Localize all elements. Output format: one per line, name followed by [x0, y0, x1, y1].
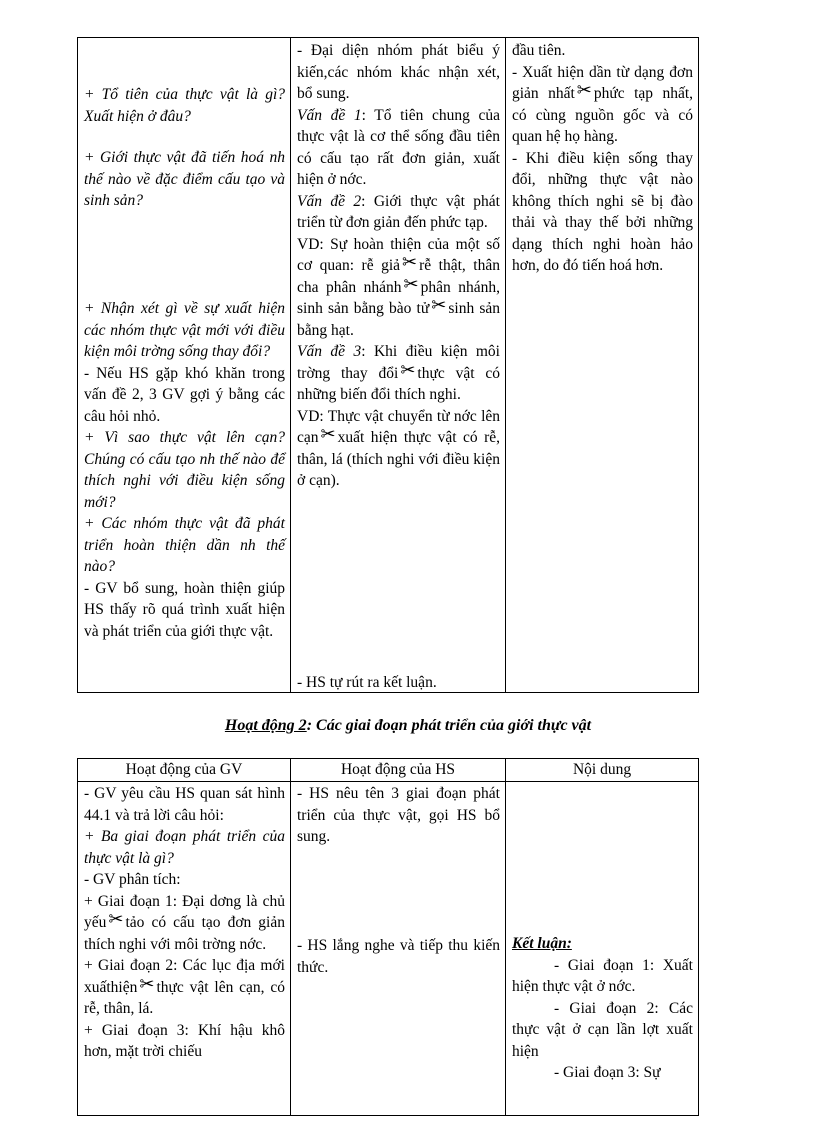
- scissors-icon: ✂: [403, 273, 419, 295]
- issue-3: Vấn đề 3: Khi điều kiện môi trờng thay đổi ✂ thực vật có những biến đổi thích nghi.: [297, 343, 500, 403]
- table-1: [77, 37, 699, 693]
- scissors-icon: ✂: [139, 973, 155, 995]
- question-groups: + Các nhóm thực vật đã phát triển hoàn thiện dần nh thế nào?: [84, 515, 285, 575]
- gv-stage-2: + Giai đoạn 2: Các lục địa mới xuấthiện ✂ thực vật lên cạn, có rễ, thân, lá.: [84, 957, 285, 1017]
- issue-2: [297, 191, 500, 234]
- question-new-groups: + Nhận xét gì về sự xuất hiện các nhóm thực vật mới với điều kiện môi trờng sống thay đổi?: [84, 300, 285, 360]
- table-2-col-gv: [78, 759, 290, 1115]
- table-1-col-gv: [78, 38, 290, 692]
- gv-request: - GV yêu cầu HS quan sát hình 44.1 và trả lời câu hỏi:: [84, 785, 285, 824]
- example-2: VD: Thực vật chuyển từ nớc lên cạn ✂ xuất hiện thực vật có rễ, thân, lá (thích nghi với điều kiện ở cạn).: [297, 407, 500, 489]
- header-hs: Hoạt động của HS: [340, 761, 456, 778]
- scissors-icon: ✂: [320, 424, 336, 445]
- table-1-col-hs: [290, 38, 505, 692]
- table-2-col-hs: [290, 759, 505, 1115]
- issue-3-label: Vấn đề 3: [297, 343, 362, 360]
- question-land: + Vì sao thực vật lên cạn? Chúng có cấu tạo nh thế nào để thích nghi với điều kiện sống mới?: [84, 429, 285, 511]
- hs-answer: - HS nêu tên 3 giai đoạn phát triển của thực vật, gọi HS bổ sung.: [297, 785, 500, 845]
- note-supplement: - GV bổ sung, hoàn thiện giúp HS thấy rõ quá trình xuất hiện và phát triển của giới thực vật.: [84, 579, 285, 640]
- heading-title: : Các giai đoạn phát triển của giới thực vật: [306, 717, 592, 734]
- issue-1-text: : Tổ tiên chung của thực vật là cơ thể sống đầu tiên có cấu tạo rất đơn giản, xuất hiện ở nớc.: [297, 106, 500, 188]
- note-hint: - Nếu HS gặp khó khăn trong vấn đề 2, 3 GV gợi ý bằng các câu hỏi nhỏ.: [84, 364, 285, 425]
- scissors-icon: ✂: [402, 252, 418, 273]
- gv-stage-1: + Giai đoạn 1: Đại dơng là chủ yếu ✂ tảo có cấu tạo đơn giản thích nghi với môi trờng nớc.: [84, 892, 285, 953]
- question-evolution: + Giới thực vật đã tiến hoá nh thế nào về đặc điểm cấu tạo và sinh sản?: [84, 149, 285, 209]
- scissors-icon: ✂: [431, 295, 447, 316]
- gv-question: + Ba giai đoạn phát triển của thực vật là gì?: [84, 828, 285, 867]
- section-heading: [0, 715, 816, 737]
- conclusion-stage-3: - Giai đoạn 3: Sự: [554, 1064, 661, 1081]
- hs-intro: - Đại diện nhóm phát biểu ý kiến,các nhóm khác nhận xét, bổ sung.: [297, 42, 500, 102]
- question-ancestor: + Tổ tiên của thực vật là gì? Xuất hiện ở đâu?: [84, 86, 285, 125]
- hs-conclusion: - HS tự rút ra kết luận.: [297, 674, 437, 691]
- content-adaptation: - Khi điều kiện sống thay đổi, những thực vật nào không thích nghi sẽ bị đào thải và thay thế bởi những dạng thích nghi hoàn hảo hơn, do đó tiến hoá hơn.: [512, 149, 693, 274]
- issue-2-text: : Giới thực vật phát triển từ đơn giản đến phức tạp.: [297, 192, 500, 231]
- issue-1: [297, 105, 500, 191]
- scissors-icon: ✂: [108, 909, 124, 930]
- conclusion-stage-1: - Giai đoạn 1: Xuất hiện thực vật ở nớc.: [512, 956, 693, 995]
- table-2: [77, 758, 699, 1116]
- gv-analysis: - GV phân tích:: [84, 871, 181, 888]
- scissors-icon: ✂: [576, 80, 592, 101]
- heading-label: Hoạt động 2: [224, 717, 307, 734]
- hs-listen: - HS lắng nghe và tiếp thu kiến thức.: [297, 937, 500, 976]
- content-gradual: - Xuất hiện dần từ dạng đơn giản nhất ✂ phức tạp nhất, có cùng nguồn gốc và có quan hệ họ hàng.: [512, 63, 694, 145]
- conclusion-stage-2: - Giai đoạn 2: Các thực vật ở cạn lần lợt xuất hiện: [512, 999, 693, 1060]
- table-2-header: [78, 759, 698, 782]
- content-first: đầu tiên.: [512, 42, 566, 59]
- issue-2-label: Vấn đề 2: [297, 192, 362, 210]
- scissors-icon: ✂: [400, 359, 416, 381]
- issue-1-label: Vấn đề 1: [297, 106, 362, 124]
- table-1-col-content: [505, 38, 698, 692]
- conclusion-label: Kết luận:: [512, 935, 572, 952]
- table-2-col-content: [505, 759, 698, 1115]
- gv-stage-3: + Giai đoạn 3: Khí hậu khô hơn, mặt trời chiếu: [84, 1021, 285, 1060]
- header-gv: Hoạt động của GV: [125, 761, 243, 778]
- example-1: VD: Sự hoàn thiện của một số cơ quan: rễ giả ✂ rễ thật, thân cha phân nhánh ✂ phân nhánh, sinh sản bằng bào tử ✂ sinh sản bằng hạt.: [297, 235, 501, 339]
- header-content: Nội dung: [572, 761, 632, 778]
